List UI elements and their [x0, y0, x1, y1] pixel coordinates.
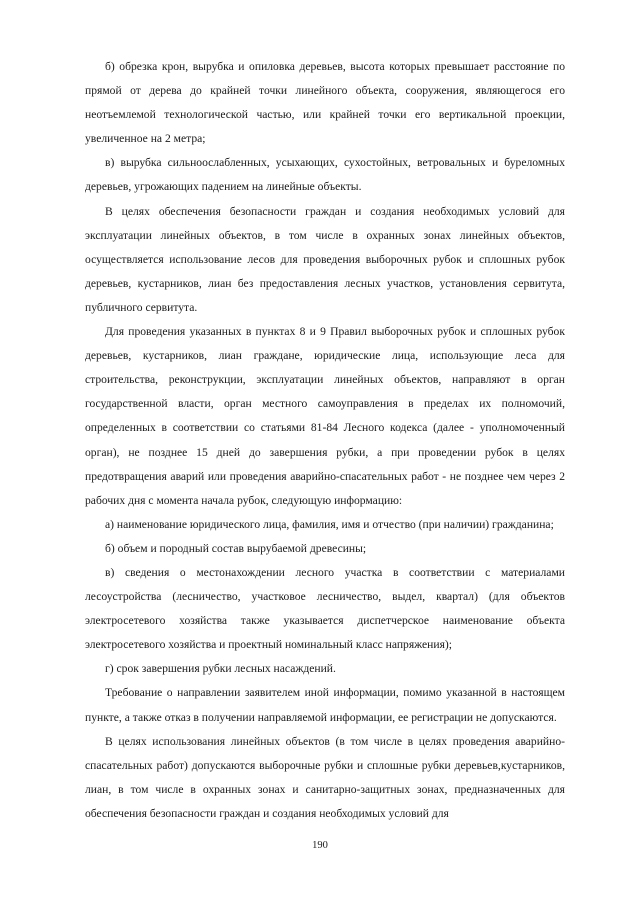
- page-number: 190: [312, 840, 328, 851]
- paragraph-b-pruning: б) обрезка крон, вырубка и опиловка деревьев, высота которых превышает расстояние по прямой от дерева до крайней точки линейного объекта, сооружения, являющегося его неотъемлемой технологической частью, или крайней точки его вертикальной проекции, увеличенное на 2 метра;: [85, 60, 565, 146]
- paragraph-a-name: а) наименование юридического лица, фамилия, имя и отчество (при наличии) гражданина;: [105, 517, 554, 531]
- paragraph-notification-requirement: Для проведения указанных в пунктах 8 и 9 Правил выборочных рубок и сплошных рубок деревьев, кустарников, лиан граждане, юридические лица, использующие леса для строительства, реконструкции, эксплуатации линейных объектов, направляют в орган государственной власти, орган местного самоуправления в пределах их полномочий, определенных в соответствии со статьями 81-84 Лесного кодекса (далее - уполномоченный орган), не позднее 15 дней до завершения рубки, а при проведении рубок в целях предотвращения аварий или проведения аварийно-спасательных работ - не позднее чем через 2 рабочих дня с момента начала рубок, следующую информацию:: [85, 325, 565, 507]
- document-body: [85, 55, 565, 826]
- paragraph-b-volume: б) объем и породный состав вырубаемой древесины;: [105, 541, 367, 555]
- paragraph-g-deadline: г) срок завершения рубки лесных насаждений.: [105, 662, 336, 676]
- paragraph-safety-purpose: В целях обеспечения безопасности граждан и создания необходимых условий для эксплуатации линейных объектов, в том числе в охранных зонах линейных объектов, осуществляется использование лесов для проведения выборочных рубок и сплошных рубок деревьев, кустарников, лиан без предоставления лесных участков, установления сервитута, публичного сервитута.: [85, 204, 565, 314]
- paragraph-v-felling: в) вырубка сильноослабленных, усыхающих, сухостойных, ветровальных и буреломных деревьев, угрожающих падением на линейные объекты.: [85, 156, 565, 194]
- paragraph-linear-objects-use: В целях использования линейных объектов (в том числе в целях проведения аварийно-спасательных работ) допускаются выборочные рубки и сплошные рубки деревьев,кустарников, лиан, в том числе в охранных зонах и санитарно-защитных зонах, предназначенных для обеспечения безопасности граждан и создания необходимых условий для: [85, 734, 565, 820]
- paragraph-v-location: в) сведения о местонахождении лесного участка в соответствии с материалами лесоустройства (лесничество, участковое лесничество, выдел, квартал) (для объектов электросетевого хозяйства также указывается диспетчерское наименование объекта электросетевого хозяйства и проектный номинальный класс напряжения);: [85, 565, 565, 652]
- paragraph-no-extra-info: Требование о направлении заявителем иной информации, помимо указанной в настоящем пункте, а также отказ в получении направляемой информации, ее регистрации не допускаются.: [85, 686, 565, 724]
